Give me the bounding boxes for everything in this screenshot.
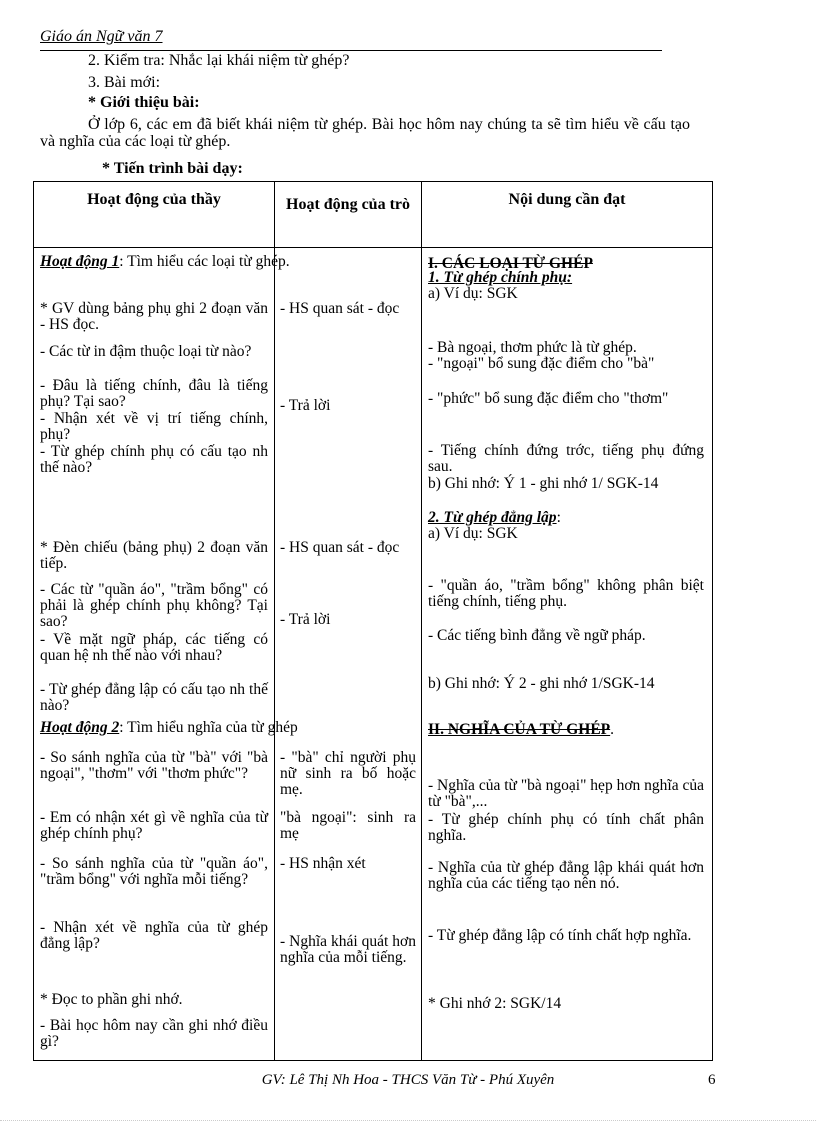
intro-text: Ở lớp 6, các em đã biết khái niệm từ ghép. Bài học hôm nay chúng ta sẽ tìm hiểu về cấu tạo và nghĩa của các loại từ ghép. [40, 116, 690, 150]
student-item: - Trả lời [280, 397, 331, 414]
content-item: a) Ví dụ: SGK [428, 525, 518, 542]
subsection-2-colon: : [556, 509, 561, 526]
section-1-title: I. CÁC LOẠI TỪ GHÉP [428, 255, 593, 272]
teacher-item: - Nhận xét về vị trí tiếng chính, phụ? [40, 410, 268, 443]
teacher-item: - Bài học hôm nay cần ghi nhớ điều gì? [40, 1017, 268, 1050]
teacher-item: - Em có nhận xét gì về nghĩa của từ ghép chính phụ? [40, 809, 268, 842]
teacher-item: - Các từ "quần áo", "trầm bổng" có phải là ghép chính phụ không? Tại sao? [40, 581, 268, 630]
content-item: - "ngoại" bổ sung đặc điểm cho "bà" [428, 355, 655, 372]
student-item: - Trả lời [280, 611, 331, 628]
intro-paragraph [40, 116, 690, 150]
section-2-title: II. NGHĨA CỦA TỪ GHÉP [428, 721, 611, 738]
new-lesson-line: 3. Bài mới: [88, 74, 161, 91]
student-item: - HS quan sát - đọc [280, 300, 400, 317]
student-item: - HS nhận xét [280, 855, 366, 872]
content-item: - Từ ghép đẳng lập có tính chất hợp nghĩa. [428, 927, 692, 944]
header-divider [40, 50, 662, 51]
document-header-title: Giáo án Ngữ văn 7 [40, 28, 163, 45]
teacher-item: * Đọc to phần ghi nhớ. [40, 991, 183, 1008]
subsection-2-line [428, 510, 704, 526]
subsection-1-title: 1. Từ ghép chính phụ: [428, 269, 573, 286]
lesson-table [33, 181, 713, 1061]
content-item: * Ghi nhớ 2: SGK/14 [428, 995, 562, 1012]
student-item: - Nghĩa khái quát hơn nghĩa của mỗi tiếng. [280, 933, 416, 966]
section-2-line [428, 722, 704, 738]
section-2-dot: . [610, 721, 615, 738]
header-teacher: Hoạt động của thầy [34, 182, 275, 248]
teacher-item: - Về mặt ngữ pháp, các tiếng có quan hệ nh thế nào với nhau? [40, 631, 268, 664]
teacher-item: - Từ ghép chính phụ có cấu tạo nh thế nào? [40, 443, 268, 476]
activity-1-label: Hoạt động 1 [40, 253, 120, 270]
student-item: - HS quan sát - đọc [280, 539, 400, 556]
content-item: b) Ghi nhớ: Ý 2 - ghi nhớ 1/SGK-14 [428, 675, 655, 692]
activity-2-label: Hoạt động 2 [40, 719, 120, 736]
activity-1-text: : Tìm hiểu các loại từ ghép. [119, 253, 290, 270]
teacher-item: - So sánh nghĩa của từ "quần áo", "trầm bổng" với nghĩa mỗi tiếng? [40, 855, 268, 888]
header-student: Hoạt động của trò [275, 182, 422, 248]
subsection-2-title: 2. Từ ghép đẳng lập [428, 509, 557, 526]
intro-heading: * Giới thiệu bài: [88, 94, 200, 111]
teacher-item: - Nhận xét về nghĩa của từ ghép đẳng lập? [40, 919, 268, 952]
content-item: - Nghĩa của từ ghép đẳng lập khái quát hơn nghĩa của các tiếng tạo nên nó. [428, 859, 704, 892]
student-item: "bà ngoại": sinh ra mẹ [280, 809, 416, 842]
content-item: - "phức" bổ sung đặc điểm cho "thơm" [428, 390, 669, 407]
teacher-item: * Đèn chiếu (bảng phụ) 2 đoạn văn tiếp. [40, 539, 268, 572]
student-item: - "bà" chỉ người phụ nữ sinh ra bố hoặc mẹ. [280, 749, 416, 798]
teacher-item: - Các từ in đậm thuộc loại từ nào? [40, 343, 252, 360]
content-item: - Bà ngoại, thơm phức là từ ghép. [428, 339, 637, 356]
content-item: b) Ghi nhớ: Ý 1 - ghi nhớ 1/ SGK-14 [428, 475, 659, 492]
teacher-item: - So sánh nghĩa của từ "bà" với "bà ngoại", "thơm" với "thơm phức"? [40, 749, 268, 782]
process-heading: * Tiến trình bài dạy: [102, 160, 243, 177]
bottom-dotted-divider [0, 1120, 816, 1121]
content-item: - "quần áo, "trầm bổng" không phân biệt tiếng chính, tiếng phụ. [428, 577, 704, 610]
content-item: - Tiếng chính đứng trớc, tiếng phụ đứng sau. [428, 442, 704, 475]
header-content: Nội dung cần đạt [422, 182, 713, 248]
activity-2-text: : Tìm hiểu nghĩa của từ ghép [119, 719, 298, 736]
content-item: - Các tiếng bình đẳng về ngữ pháp. [428, 627, 646, 644]
content-item: a) Ví dụ: SGK [428, 285, 518, 302]
teacher-item: - Đâu là tiếng chính, đâu là tiếng phụ? Tại sao? [40, 377, 268, 410]
teacher-item: * GV dùng bảng phụ ghi 2 đoạn văn - HS đọc. [40, 300, 268, 333]
student-column [275, 248, 422, 1061]
content-item: - Từ ghép chính phụ có tính chất phân nghĩa. [428, 811, 704, 844]
content-column [422, 248, 713, 1061]
check-line: 2. Kiểm tra: Nhắc lại khái niệm từ ghép? [88, 52, 350, 69]
footer-author: GV: Lê Thị Nh Hoa - THCS Văn Từ - Phú Xuyên [261, 1072, 555, 1088]
page-number: 6 [708, 1072, 716, 1088]
content-item: - Nghĩa của từ "bà ngoại" hẹp hơn nghĩa của từ "bà",... [428, 777, 704, 810]
teacher-item: - Từ ghép đẳng lập có cấu tạo nh thế nào? [40, 681, 268, 714]
teacher-column [34, 248, 298, 1061]
